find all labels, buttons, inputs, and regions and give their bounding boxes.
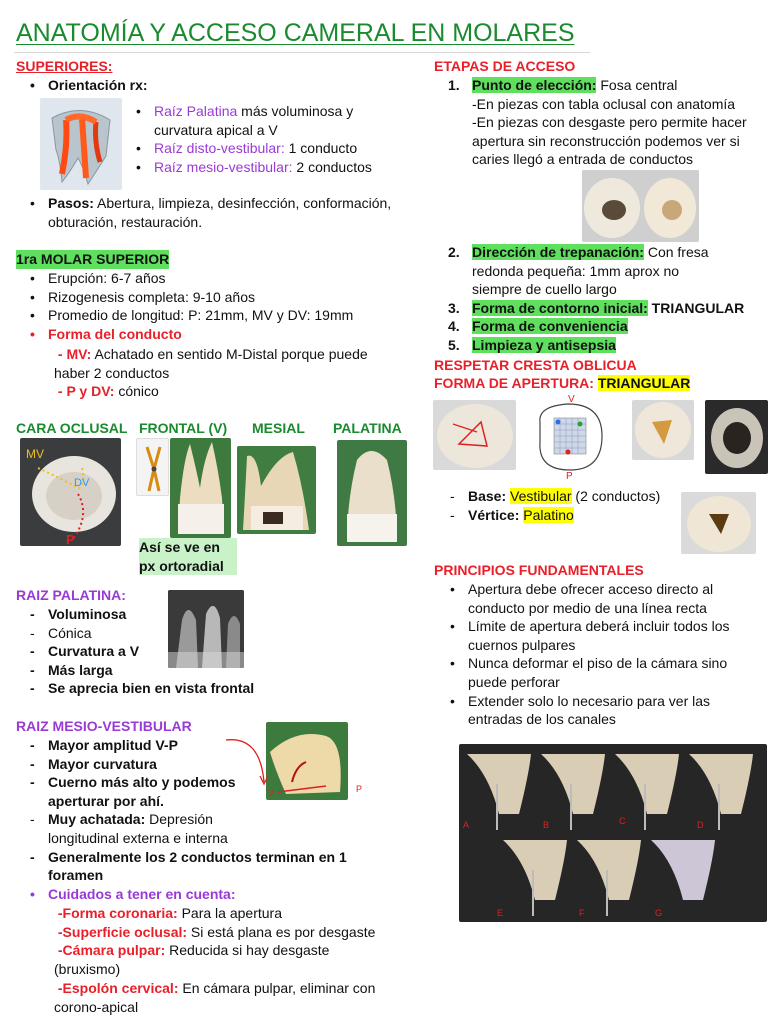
svg-text:D: D <box>697 820 704 830</box>
root-mesio-vestibular: • Raíz mesio-vestibular: 2 conductos <box>130 158 400 177</box>
forceps-icon <box>136 438 169 496</box>
rp-item: - Se aprecia bien en vista frontal <box>24 679 324 698</box>
cuidados-superficie-oclusal: -Superficie oclusal: Si está plana es por desgaste <box>57 924 376 940</box>
step-1: 1. Punto de elección: Fosa central <box>448 77 678 93</box>
respetar-cresta: RESPETAR CRESTA OBLICUA <box>434 357 637 373</box>
root-disto-vestibular: • Raíz disto-vestibular: 1 conducto <box>130 139 400 158</box>
step-1-detail-b: -En piezas con desgaste pero permite hacer apertura sin reconstrucción podemos ver si caries llegó a entrada de conductos <box>472 114 747 168</box>
rp-item: - Cónica <box>24 624 324 643</box>
xray-image <box>168 590 244 668</box>
svg-text:V: V <box>568 394 575 405</box>
step-3: 3. Forma de contorno inicial: TRIANGULAR <box>448 299 745 316</box>
view-label-mesial: MESIAL <box>252 420 305 436</box>
palatina-photo <box>337 440 407 546</box>
frontal-photo <box>170 438 231 538</box>
forma-apertura-line: FORMA DE APERTURA: TRIANGULAR <box>434 375 691 391</box>
svg-text:B: B <box>543 820 550 830</box>
tooth-model-image <box>40 98 122 190</box>
vertice-item: - Vértice: Palatino <box>444 506 714 525</box>
cuidados-list <box>24 885 404 904</box>
svg-text:DV: DV <box>74 477 90 489</box>
forma-conducto-pdv: - P y DV: cónico <box>57 383 159 399</box>
pasos-item: • Pasos: Abertura, limpieza, desinfección, conformación, obturación, restauración. <box>24 194 404 231</box>
view-label-palatina: PALATINA <box>333 420 402 436</box>
raiz-mv-heading: RAIZ MESIO-VESTIBULAR <box>16 718 192 734</box>
view-label-frontal: FRONTAL (V) <box>139 420 228 436</box>
rmv-item: - Cuerno más alto y podemos aperturar por ahí. <box>24 773 284 810</box>
cuidados-espolon-cervical: -Espolón cervical: En cámara pulpar, eliminar con corono-apical <box>54 980 376 1015</box>
forma-conducto-mv: - MV: Achatado en sentido M-Distal porque puede haber 2 conductos <box>54 346 368 381</box>
svg-text:V: V <box>268 788 275 798</box>
apertura-diagram <box>532 392 608 480</box>
roots-list <box>130 102 400 176</box>
raiz-palatina-heading: RAIZ PALATINA: <box>16 587 126 603</box>
apertura-photo-3 <box>705 400 768 474</box>
svg-text:A: A <box>463 820 470 830</box>
rp-item: - Curvatura a V <box>24 642 324 661</box>
orientacion-label: • Orientación rx: <box>24 76 404 95</box>
svg-text:P: P <box>66 532 75 546</box>
base-vertice-list <box>444 487 714 524</box>
etapas-heading: ETAPAS DE ACCESO <box>434 58 576 74</box>
step-2: 2. Dirección de trepanación: Con fresa redonda pequeña: 1mm aprox no siempre de cuello largo <box>448 244 709 298</box>
root-palatina: • Raíz Palatina más voluminosa y curvatura apical a V <box>130 102 400 139</box>
step-4: 4. Forma de conveniencia <box>448 318 628 335</box>
molar-facts-list <box>24 269 404 343</box>
step-1-photos <box>582 170 699 242</box>
primer-molar-heading: 1ra MOLAR SUPERIOR <box>16 251 170 267</box>
svg-text:C: C <box>619 816 626 826</box>
raiz-mv-list <box>24 736 374 885</box>
title-divider <box>14 52 590 53</box>
superiores-heading: SUPERIORES: <box>16 58 113 74</box>
fact-longitud: • Promedio de longitud: P: 21mm, MV y DV: 19mm <box>24 306 404 325</box>
orientacion-list <box>24 76 404 95</box>
principios-heading: PRINCIPIOS FUNDAMENTALES <box>434 562 644 578</box>
fact-erupcion: • Erupción: 6-7 años <box>24 269 404 288</box>
step-5: 5. Limpieza y antisepsia <box>448 336 616 353</box>
principios-list <box>444 580 768 729</box>
principio-item: • Nunca deformar el piso de la cámara sino puede perforar <box>444 654 768 691</box>
rmv-item: - Generalmente los 2 conductos terminan en 1 foramen <box>24 848 374 885</box>
pasos-list <box>24 194 404 231</box>
svg-text:P: P <box>356 784 363 794</box>
rx-caption: Así se ve en px ortoradial <box>139 538 237 575</box>
svg-text:MV: MV <box>26 447 44 461</box>
base-vertice-photo <box>681 492 756 554</box>
apertura-photo-2 <box>632 400 694 460</box>
svg-text:P: P <box>566 471 573 480</box>
steps-list-1 <box>434 76 768 95</box>
base-item: - Base: Vestibular (2 conductos) <box>444 487 714 506</box>
mesial-photo <box>237 446 316 534</box>
forma-conducto-label: • Forma del conducto <box>24 325 404 344</box>
apertura-photo-1 <box>433 400 516 470</box>
rp-item: - Voluminosa <box>24 605 324 624</box>
oclusal-photo <box>20 438 121 546</box>
svg-text:F: F <box>579 908 585 918</box>
svg-text:E: E <box>497 908 504 918</box>
step-1-detail-a: -En piezas con tabla oclusal con anatomía <box>472 96 736 112</box>
principio-item: • Límite de apertura deberá incluir todos los cuernos pulpares <box>444 617 768 654</box>
rp-item: - Más larga <box>24 661 324 680</box>
cuidados-camara-pulpar: -Cámara pulpar: Reducida si hay desgaste (bruxismo) <box>54 942 330 977</box>
cuidados-forma-coronaria: -Forma coronaria: Para la apertura <box>57 905 282 921</box>
rmv-item: - Mayor curvatura <box>24 755 374 774</box>
access-sequence-photos <box>459 744 767 922</box>
page-title: ANATOMÍA Y ACCESO CAMERAL EN MOLARES <box>16 19 575 47</box>
rmv-item: - Muy achatada: Depresión longitudinal externa e interna <box>24 810 264 847</box>
cuidados-label: • Cuidados a tener en cuenta: <box>24 885 404 904</box>
fact-rizogenesis: • Rizogenesis completa: 9-10 años <box>24 288 404 307</box>
svg-text:G: G <box>655 908 663 918</box>
principio-item: • Extender solo lo necesario para ver las entradas de los canales <box>444 692 768 729</box>
rmv-item: - Mayor amplitud V-P <box>24 736 374 755</box>
steps-list-2 <box>434 243 768 355</box>
view-label-oclusal: CARA OCLUSAL <box>16 420 128 436</box>
principio-item: • Apertura debe ofrecer acceso directo al conducto por medio de una línea recta <box>444 580 768 617</box>
